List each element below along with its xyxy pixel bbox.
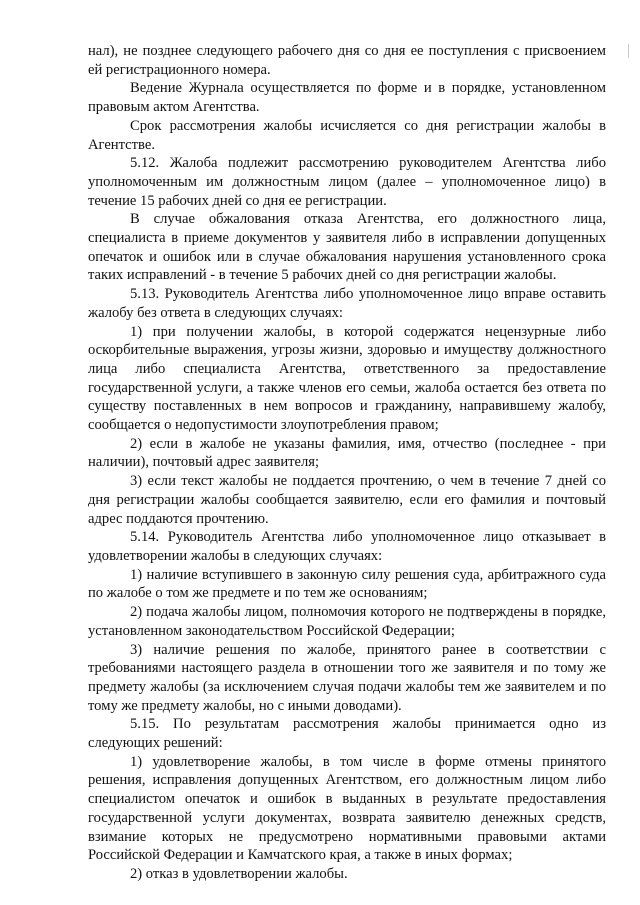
scan-edge-mark bbox=[628, 44, 634, 58]
paragraph-5-12: 5.12. Жалоба подлежит рассмотрению руководителем Агентства либо уполномоченным им должностным лицом (далее – уполномоченное лицо) в течение 15 рабочих дней со дня ее регистрации. bbox=[88, 155, 606, 209]
paragraph-5-15-item-2: 2) отказ в удовлетворении жалобы. bbox=[130, 865, 348, 882]
paragraph-5-14-item-2: 2) подача жалобы лицом, полномочия которого не подтверждены в порядке, установленном законодательством Российской Федерации; bbox=[88, 604, 606, 639]
paragraph-5-13-item-1: 1) при получении жалобы, в которой содержатся нецензурные либо оскорбительные выражения, угрозы жизни, здоровью и имуществу должностного лица либо специалиста Агентства, ответственного за предоставление государственной услуги, а также членов его семьи, жалоба остается без ответа по существу поставленных в нем вопросов и гражданину, направившему жалобу, сообщается о недопустимости злоупотребления правом; bbox=[88, 323, 606, 434]
paragraph-5-15: 5.15. По результатам рассмотрения жалобы принимается одно из следующих решений: bbox=[88, 716, 606, 752]
paragraph-5-15-item-1: 1) удовлетворение жалобы, в том числе в форме отмены принятого решения, исправления допущенных Агентством, его должностным лицом либо специалистом опечаток и ошибок в выданных в результате предоставления государственной услуги документах, возврата заявителю денежных средств, взимание которых не предусмотрено нормативными правовыми актами Российской Федерации и Камчатского края, а также в иных формах; bbox=[88, 753, 606, 864]
paragraph-5-14-item-1: 1) наличие вступившего в законную силу решения суда, арбитражного суда по жалобе о том же предмете и по тем же основаниям; bbox=[88, 566, 606, 602]
paragraph-journal: Ведение Журнала осуществляется по форме и в порядке, установленном правовым актом Агентства. bbox=[88, 80, 606, 116]
paragraph-review-term: Срок рассмотрения жалобы исчисляется со дня регистрации жалобы в Агентстве. bbox=[88, 117, 606, 153]
paragraph-5-14-item-3: 3) наличие решения по жалобе, принятого ранее в соответствии с требованиями настоящего раздела в отношении того же заявителя и по тому же предмету жалобы (за исключением случая подачи жалобы тем же заявителем и по тому же предмету жалобы, но с иными доводами). bbox=[88, 641, 606, 714]
paragraph-5-14: 5.14. Руководитель Агентства либо уполномоченное лицо отказывает в удовлетворении жалобы в следующих случаях: bbox=[88, 529, 606, 564]
paragraph-5-12-refusal: В случае обжалования отказа Агентства, его должностного лица, специалиста в приеме документов у заявителя либо в исправлении допущенных опечаток и ошибок или в случае обжалования нарушения установленного срока таких исправлений - в течение 5 рабочих дней со дня регистрации жалобы. bbox=[88, 211, 606, 284]
paragraph-5-13-item-3: 3) если текст жалобы не поддается прочтению, о чем в течение 7 дней со дня регистрации жалобы сообщается заявителю, если его фамилия и почтовый адрес поддаются прочтению. bbox=[88, 473, 606, 527]
paragraph-5-13-item-2: 2) если в жалобе не указаны фамилия, имя, отчество (последнее - при наличии), почтовый адрес заявителя; bbox=[88, 435, 606, 471]
paragraph-5-13: 5.13. Руководитель Агентства либо уполномоченное лицо вправе оставить жалобу без ответа в следующих случаях: bbox=[88, 286, 606, 321]
document-body bbox=[88, 42, 606, 884]
paragraph-continuation: нал), не позднее следующего рабочего дня со дня ее поступления с присвоением ей регистрационного номера. bbox=[88, 43, 606, 78]
